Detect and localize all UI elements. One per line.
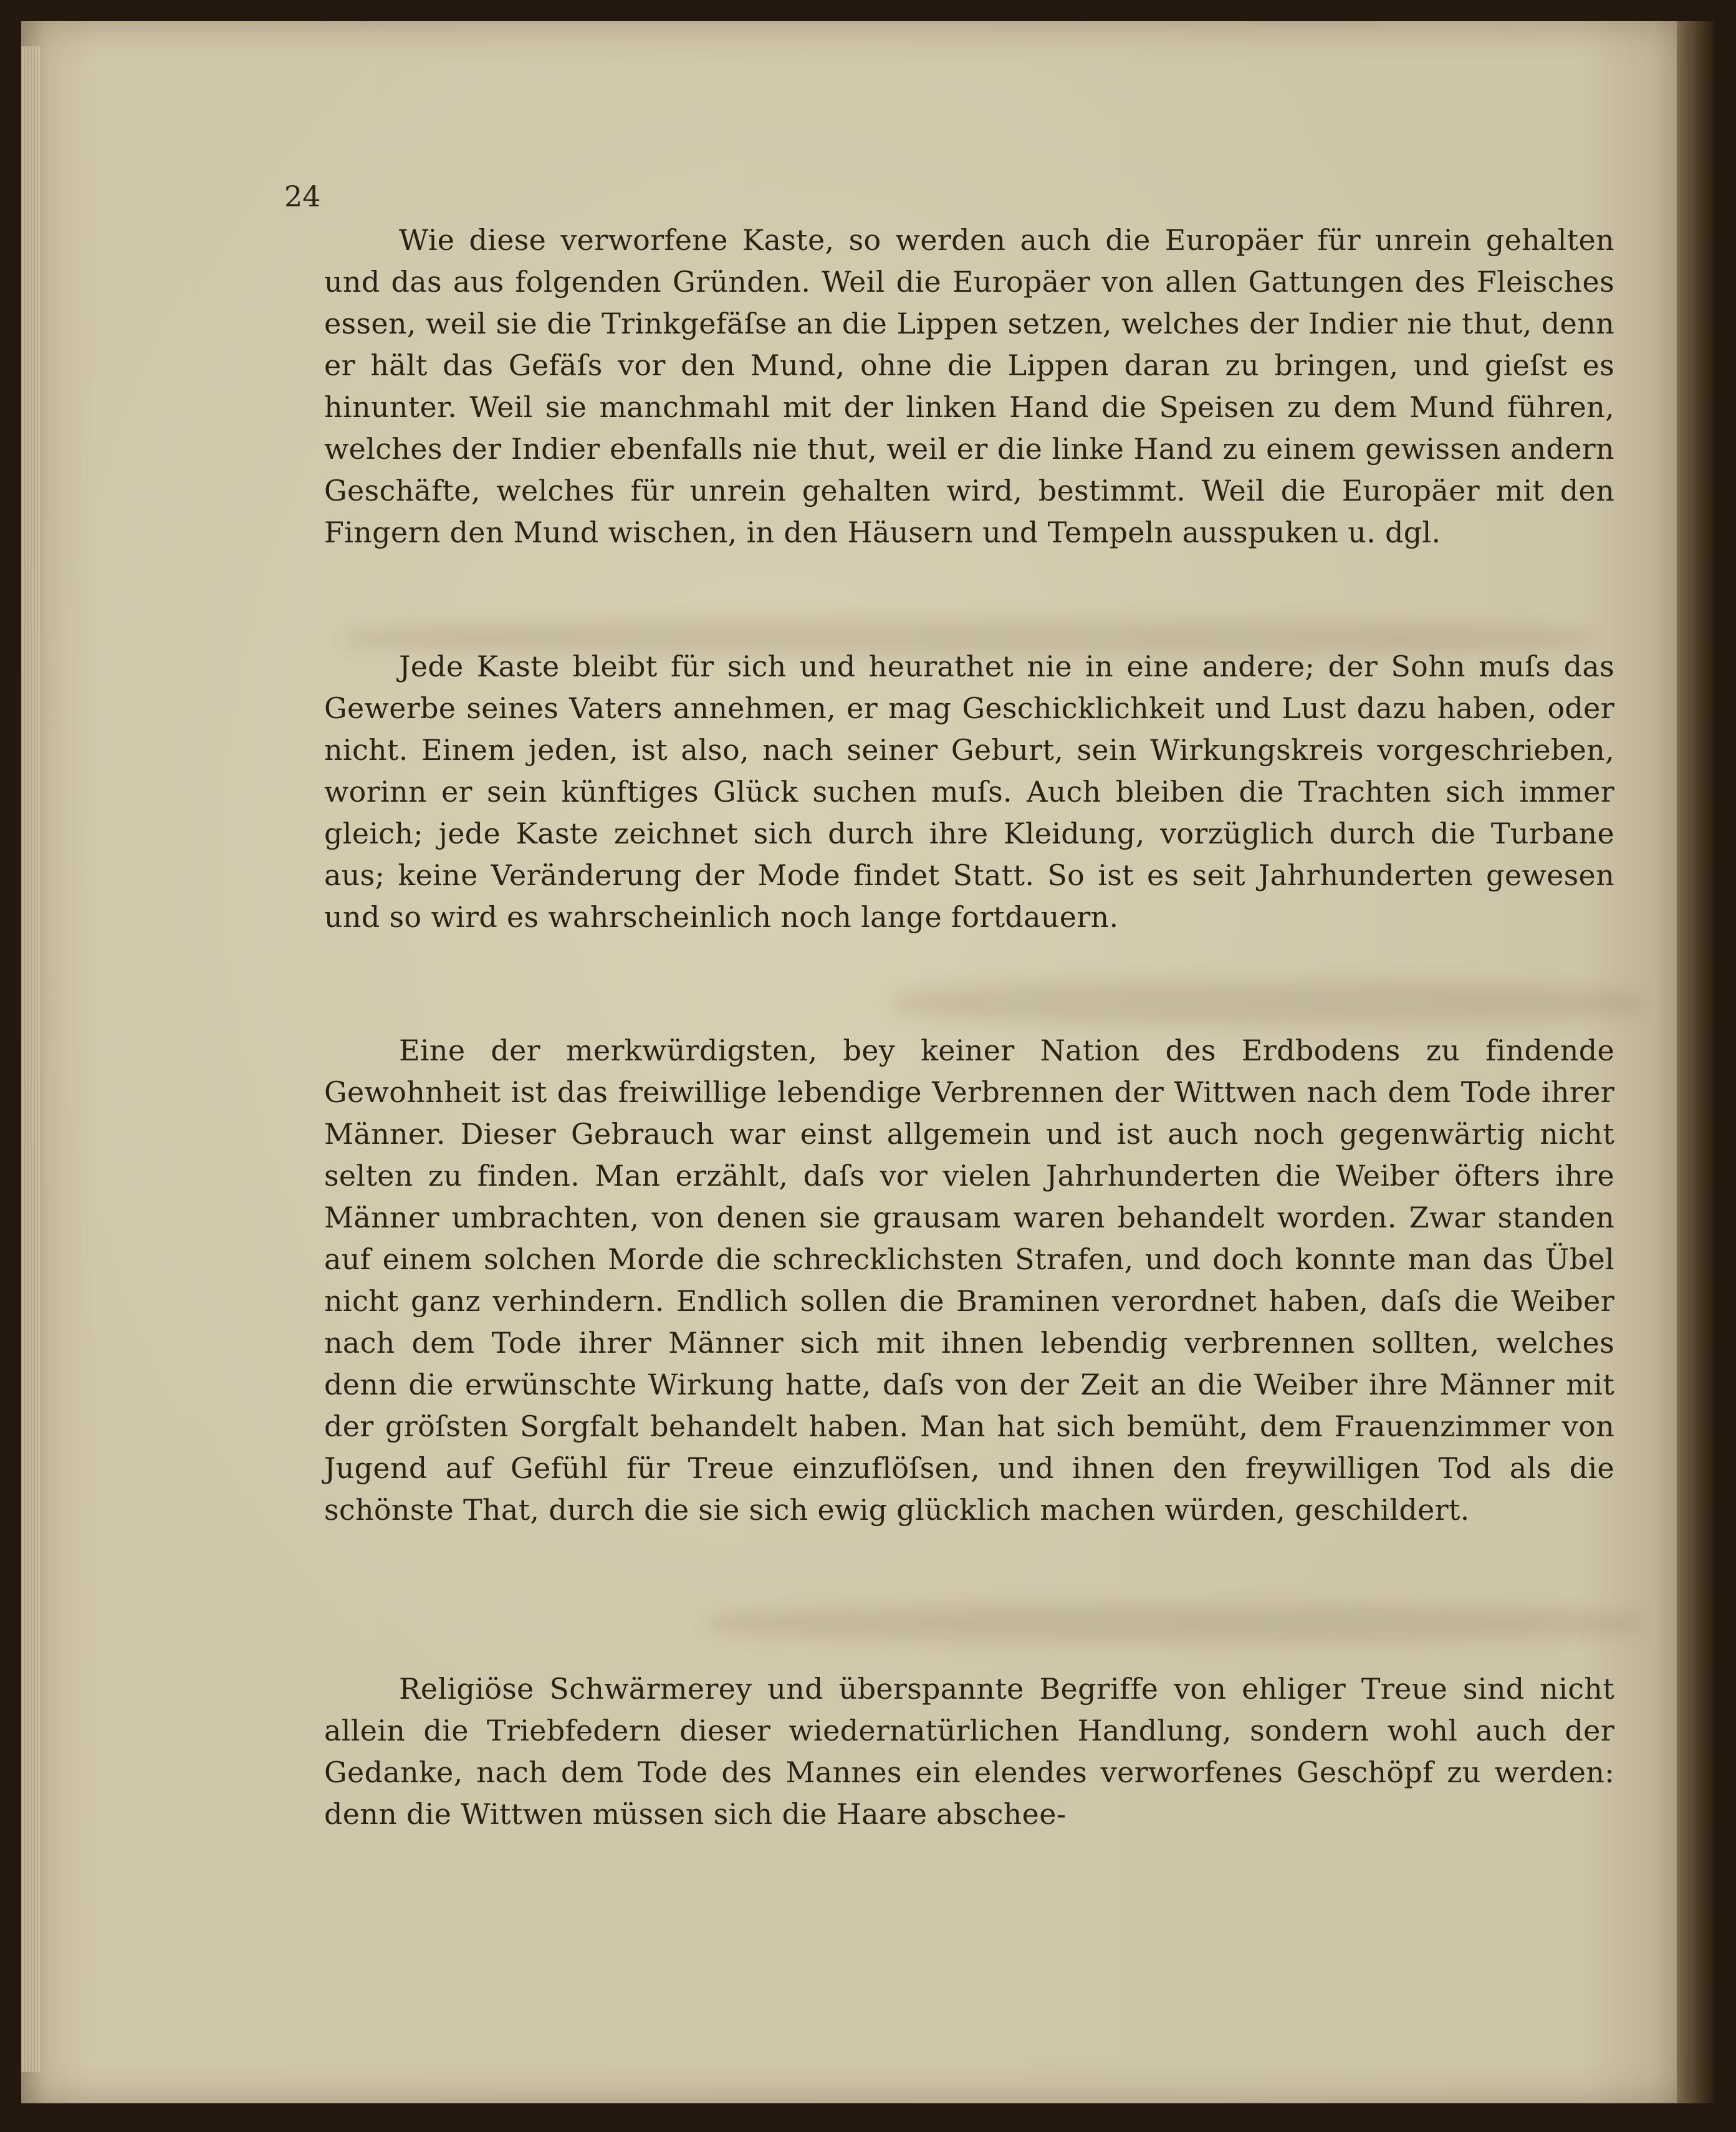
paragraph-4: Religiöse Schwärmerey und überspannte Begriffe von ehliger Treue sind nicht allein die Triebfedern dieser wiedernatürlichen Handlung, sondern wohl auch der Gedanke, nach dem Tode des Mannes ein elendes verworfenes Geschöpf zu werden: denn die Wittwen müssen sich die Haare abschee- (324, 1672, 1614, 1831)
paragraph-3: Eine der merkwürdigsten, bey keiner Nation des Erdbodens zu findende Gewohnheit ist das freiwillige lebendige Verbrennen der Wittwen nach dem Tode ihrer Männer. Dieser Gebrauch war einst allgemein und ist auch noch gegenwärtig nicht selten zu finden. Man erzählt, daſs vor vielen Jahrhunderten die Weiber öfters ihre Männer umbrachten, von denen sie grausam waren behandelt worden. Zwar standen auf einem solchen Morde die schrecklichsten Strafen, und doch konnte man das Übel nicht ganz verhindern. Endlich sollen die Braminen verordnet haben, daſs die Weiber nach dem Tode ihrer Männer sich mit ihnen lebendig verbrennen sollten, welches denn die erwünschte Wirkung hatte, daſs von der Zeit an die Weiber ihre Männer mit der gröſsten Sorgfalt behandelt haben. Man hat sich bemüht, dem Frauenzimmer von Jugend auf Gefühl für Treue einzuflöſsen, und ihnen den freywilligen Tod als die schönste That, durch die sie sich ewig glücklich machen würden, geschildert. (324, 1034, 1614, 1527)
page-number: 24 (284, 180, 321, 213)
binding-gutter-right (1677, 21, 1714, 2103)
page-stack-edge-left (21, 46, 40, 2072)
paragraph-2: Jede Kaste bleibt für sich und heurathet nie in eine andere; der Sohn muſs das Gewerbe seines Vaters annehmen, er mag Geschicklichkeit und Lust dazu haben, oder nicht. Einem jeden, ist also, nach seiner Geburt, sein Wirkungskreis vorgeschrieben, worinn er sein künftiges Glück suchen muſs. Auch bleiben die Trachten sich immer gleich; jede Kaste zeichnet sich durch ihre Kleidung, vorzüglich durch die Turbane aus; keine Veränderung der Mode findet Statt. So ist es seit Jahrhunderten gewesen und so wird es wahrscheinlich noch lange fortdauern. (324, 650, 1614, 934)
paragraph-1: Wie diese verworfene Kaste, so werden auch die Europäer für unrein gehalten und das aus folgenden Gründen. Weil die Europäer von allen Gattungen des Fleisches essen, weil sie die Trinkgefäſse an die Lippen setzen, welches der Indier nie thut, denn er hält das Gefäſs vor den Mund, ohne die Lippen daran zu bringen, und gieſst es hinunter. Weil sie manchmahl mit der linken Hand die Speisen zu dem Mund führen, welches der Indier ebenfalls nie thut, weil er die linke Hand zu einem gewissen andern Geschäfte, welches für unrein gehalten wird, bestimmt. Weil die Europäer mit den Fingern den Mund wischen, in den Häusern und Tempeln ausspuken u. dgl. (324, 223, 1614, 549)
ink-offset-smudge (894, 981, 1642, 1025)
ink-offset-smudge (707, 1605, 1642, 1642)
